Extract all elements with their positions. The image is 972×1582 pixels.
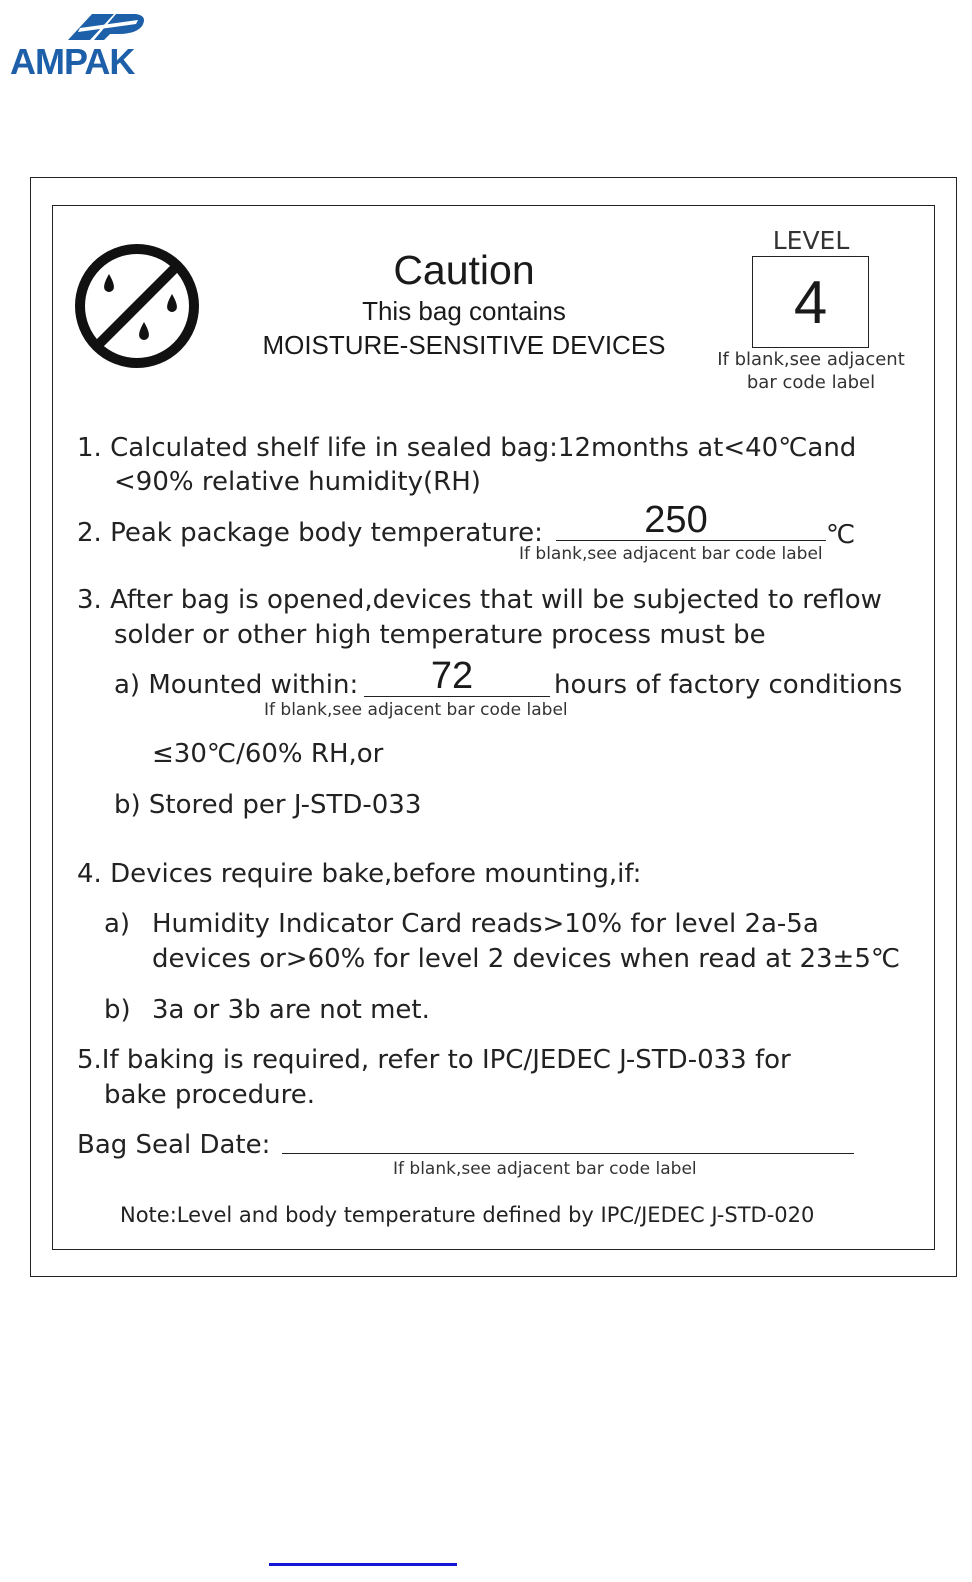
seal-date-label: Bag Seal Date: [77, 1130, 271, 1160]
item4b: 3a or 3b are not met. [152, 995, 430, 1025]
item3a-note: If blank,see adjacent bar code label [264, 700, 568, 720]
caution-subtitle: This bag contains [362, 296, 566, 326]
item2-unit: ℃ [826, 520, 856, 550]
level-box: 4 [752, 256, 869, 348]
item4a-line2: devices or>60% for level 2 devices when read at 23±5℃ [152, 944, 901, 974]
item1-line2: <90% relative humidity(RH) [114, 467, 481, 497]
item3a-suffix: hours of factory conditions [554, 670, 903, 700]
item2-prefix: 2. Peak package body temperature: [77, 518, 543, 548]
item1-line1: 1. Calculated shelf life in sealed bag:12months at<40℃and [77, 433, 857, 463]
ampak-logo [10, 10, 155, 82]
caution-subtitle-devices: MOISTURE-SENSITIVE DEVICES [262, 330, 666, 360]
no-moisture-icon [72, 242, 202, 372]
caution-title: Caution [393, 247, 535, 293]
item3a-prefix: a) Mounted within: [114, 670, 359, 700]
item4: 4. Devices require bake,before mounting,if: [77, 859, 642, 889]
seal-date-fill-line [282, 1152, 854, 1154]
item4b-marker: b) [104, 995, 131, 1025]
item2-note: If blank,see adjacent bar code label [519, 544, 823, 564]
item2-value: 250 [644, 499, 708, 541]
footnote: Note:Level and body temperature defined by IPC/JEDEC J-STD-020 [120, 1203, 815, 1227]
item3a-value: 72 [430, 655, 474, 697]
logo-text: AMPAK [10, 41, 135, 82]
item5-line2: bake procedure. [104, 1080, 316, 1110]
item3a-condition: ≤30℃/60% RH,or [152, 739, 384, 769]
level-note: If blank,see adjacent bar code label [717, 349, 905, 393]
footer-link[interactable] [269, 1563, 457, 1566]
seal-date-note: If blank,see adjacent bar code label [393, 1159, 697, 1179]
item5-line1: 5.If baking is required, refer to IPC/JEDEC J-STD-033 for [77, 1045, 791, 1075]
item4a-line1: Humidity Indicator Card reads>10% for level 2a-5a [152, 909, 819, 939]
item3-line1: 3. After bag is opened,devices that will be subjected to reflow [77, 585, 882, 615]
item3b: b) Stored per J-STD-033 [114, 790, 422, 820]
item4a-marker: a) [104, 909, 131, 939]
level-label: LEVEL [772, 226, 850, 255]
item3-line2: solder or other high temperature process must be [114, 620, 766, 650]
